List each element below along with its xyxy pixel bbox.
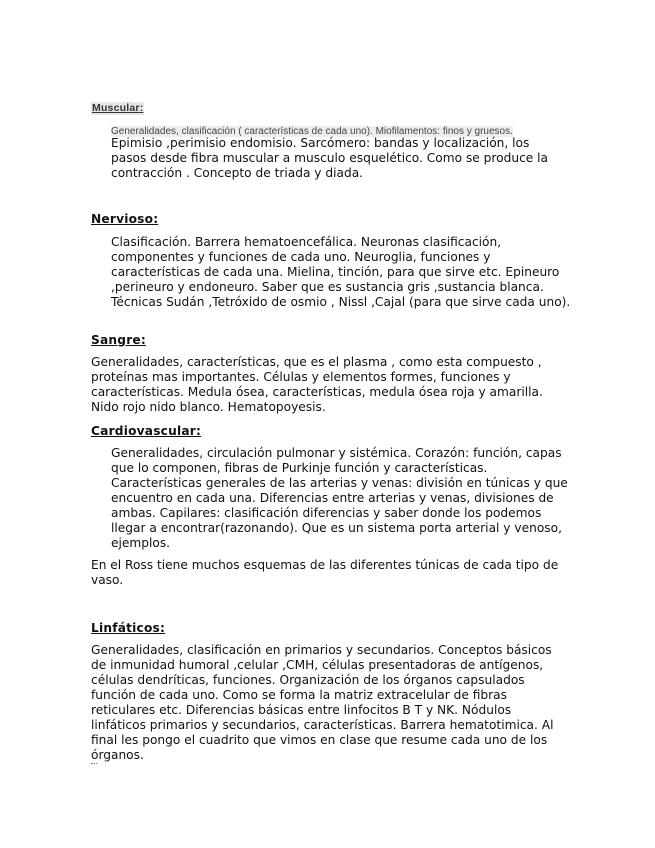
sangre-body: Generalidades, características, que es el plasma , como esta compuesto , proteínas mas importantes. Células y elementos formes, funciones y características. Medula ósea, características, medula ósea roja y amarilla. Nido rojo nido blanco. Hematopoyesis.: [91, 355, 543, 414]
muscular-intro: Generalidades, clasificación ( características de cada uno). Miofilamentos: finos y gruesos.: [111, 126, 513, 137]
linfaticos-heading: Linfáticos:: [91, 621, 166, 635]
cardiovascular-heading: Cardiovascular:: [91, 424, 202, 438]
muscular-heading: Muscular:: [92, 102, 144, 114]
sangre-heading: Sangre:: [91, 333, 146, 347]
page-mark: [91, 763, 97, 766]
cardiovascular-body: Generalidades, circulación pulmonar y sistémica. Corazón: función, capas que lo componen, fibras de Purkinje función y características. Características generales de las arterias y venas: división en túnicas y que encuentro en cada una. Diferencias entre arterias y venas, divisiones de ambas. Capilares: clasificación diferencias y saber donde los podemos llegar a encontrar(razonando). Que es un sistema porta arterial y venoso, ejemplos.: [111, 446, 568, 550]
nervioso-heading: Nervioso:: [91, 212, 159, 226]
cardiovascular-note: En el Ross tiene muchos esquemas de las diferentes túnicas de cada tipo de vaso.: [91, 558, 559, 587]
nervioso-body: Clasificación. Barrera hematoencefálica. Neuronas clasificación, componentes y funciones de cada uno. Neuroglia, funciones y características de cada una. Mielina, tinción, para que sirve etc. Epineuro ,perineuro y endoneuro. Saber que es sustancia gris ,sustancia blanca. Técnicas Sudán ,Tetróxido de osmio , Nissl ,Cajal (para que sirve cada uno).: [111, 235, 571, 309]
muscular-heading-row: [91, 100, 561, 115]
linfaticos-body: Generalidades, clasificación en primarios y secundarios. Conceptos básicos de inmunidad humoral ,celular ,CMH, células presentadoras de antígenos, células dendríticas, funciones. Organización de los órganos capsulados función de cada uno. Como se forma la matriz extracelular de fibras reticulares etc. Diferencias básicas entre linfocitos B T y NK. Nódulos linfáticos primarios y secundarios, características. Barrera hematotimica. Al final les pongo el cuadrito que vimos en clase que resume cada uno de los órganos.: [91, 643, 554, 762]
muscular-body: Epimisio ,perimisio endomisio. Sarcómero: bandas y localización, los pasos desde fibra muscular a musculo esquelético. Como se produce la contracción . Concepto de triada y diada.: [111, 136, 548, 180]
